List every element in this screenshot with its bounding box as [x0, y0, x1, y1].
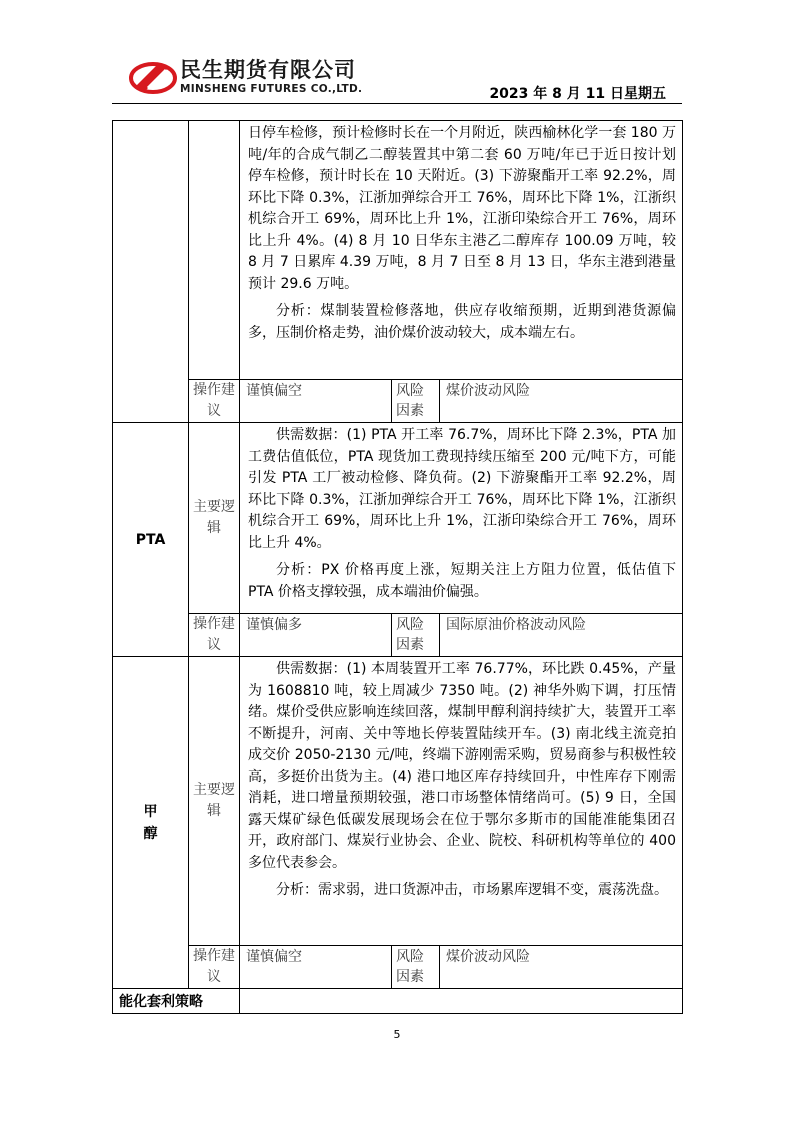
minsheng-logo-icon	[128, 56, 178, 96]
eg-risk-label: 风险因素	[392, 380, 440, 423]
pta-supply-text: 供需数据：(1) PTA 开工率 76.7%，周环比下降 2.3%，PTA 加工费估值低位，PTA 现货加工费现持续压缩至 200 元/吨下方，可能引发 PTA 工厂被动检修、降负荷。(2) 下游聚酯开工率 92.2%，周环比下降 0.3%，江浙加弹综合开工 76%，周环比下降 1%，江浙织机综合开工 69%，周环比上升 1%，江浙印染综合开工 76%，周环比上升 4%。	[248, 427, 676, 551]
pta-advice-value: 谨慎偏多	[240, 614, 392, 657]
arbitrage-strategy-heading: 能化套利策略	[113, 989, 240, 1014]
page-number: 5	[393, 1028, 401, 1041]
pta-advice-label: 操作建议	[189, 614, 240, 657]
page-header	[112, 50, 682, 102]
eg-advice-value: 谨慎偏空	[240, 380, 392, 423]
eg-category-cell	[113, 121, 189, 423]
pta-logic-label: 主要逻辑	[189, 423, 240, 614]
methanol-supply-text: 供需数据：(1) 本周装置开工率 76.77%，环比跌 0.45%，产量为 1608810 吨，较上周减少 7350 吨。(2) 神华外购下调，打压情绪。煤价受供应影响连续回落，煤制甲醇利润持续扩大，装置开工率不断提升，河南、关中等地长停装置陆续开车。(3) 南北线主流竞拍成交价 2050-2130 元/吨，终端下游刚需采购，贸易商参与积极性较高，多挺价出货为主。(4) 港口地区库存持续回升，中性库存下刚需消耗，进口增量预期较强，港口市场整体情绪尚可。(5) 9 日，全国露天煤矿绿色低碳发展现场会在位于鄂尔多斯市的国能准能集团召开，政府部门、煤炭行业协会、企业、院校、科研机构等单位的 400 多位代表参会。	[248, 661, 676, 871]
pta-advice-row	[113, 614, 683, 657]
eg-logic-label	[189, 121, 240, 380]
eg-risk-value: 煤价波动风险	[440, 380, 683, 423]
eg-analysis-text: 分析：煤制装置检修落地，供应存收缩预期，近期到港货源偏多，压制价格走势，油价煤价波动较大，成本端左右。	[248, 303, 676, 341]
eg-logic-row	[113, 121, 683, 380]
pta-logic-row	[113, 423, 683, 614]
eg-logic-body	[240, 121, 683, 380]
methanol-risk-label: 风险因素	[392, 946, 440, 989]
methanol-category-cell	[113, 657, 189, 989]
methanol-advice-label: 操作建议	[189, 946, 240, 989]
pta-category-cell: PTA	[113, 423, 189, 657]
methanol-analysis-text: 分析：需求弱，进口货源冲击，市场累库逻辑不变，震荡洗盘。	[276, 882, 668, 898]
methanol-advice-row	[113, 946, 683, 989]
brand-name-en: MINSHENG FUTURES CO.,LTD.	[180, 83, 363, 95]
brand-name-cn: 民生期货有限公司	[180, 58, 356, 82]
methanol-logic-body	[240, 657, 683, 946]
pta-logic-body	[240, 423, 683, 614]
report-date: 2023 年 8 月 11 日星期五	[489, 86, 666, 102]
methanol-category-label: 甲醇	[143, 803, 158, 842]
methanol-risk-value: 煤价波动风险	[440, 946, 683, 989]
arbitrage-row	[113, 989, 683, 1014]
methanol-logic-label: 主要逻辑	[189, 657, 240, 946]
pta-risk-value: 国际原油价格波动风险	[440, 614, 683, 657]
methanol-logic-row	[113, 657, 683, 946]
methanol-advice-value: 谨慎偏空	[240, 946, 392, 989]
eg-advice-row	[113, 380, 683, 423]
eg-advice-label: 操作建议	[189, 380, 240, 423]
arbitrage-strategy-body	[240, 989, 683, 1014]
eg-supply-text: 日停车检修，预计检修时长在一个月附近，陕西榆林化学一套 180 万吨/年的合成气制乙二醇装置其中第二套 60 万吨/年已于近日按计划停车检修，预计时长在 10 天附近。(3) 下游聚酯开工率 92.2%，周环比下降 0.3%，江浙加弹综合开工 76%，周环比下降 1%，江浙织机综合开工 69%，周环比上升 1%，江浙印染综合开工 76%，周环比上升 4%。(4) 8 月 10 日华东主港乙二醇库存 100.09 万吨，较 8 月 7 日累库 4.39 万吨，8 月 7 日至 8 月 13 日，华东主港到港量预计 29.6 万吨。	[248, 125, 676, 292]
pta-risk-label: 风险因素	[392, 614, 440, 657]
header-divider	[112, 103, 682, 104]
strategy-table	[112, 120, 683, 1014]
pta-analysis-text: 分析：PX 价格再度上涨，短期关注上方阻力位置，低估值下 PTA 价格支撑较强，成本端油价偏强。	[248, 562, 676, 600]
